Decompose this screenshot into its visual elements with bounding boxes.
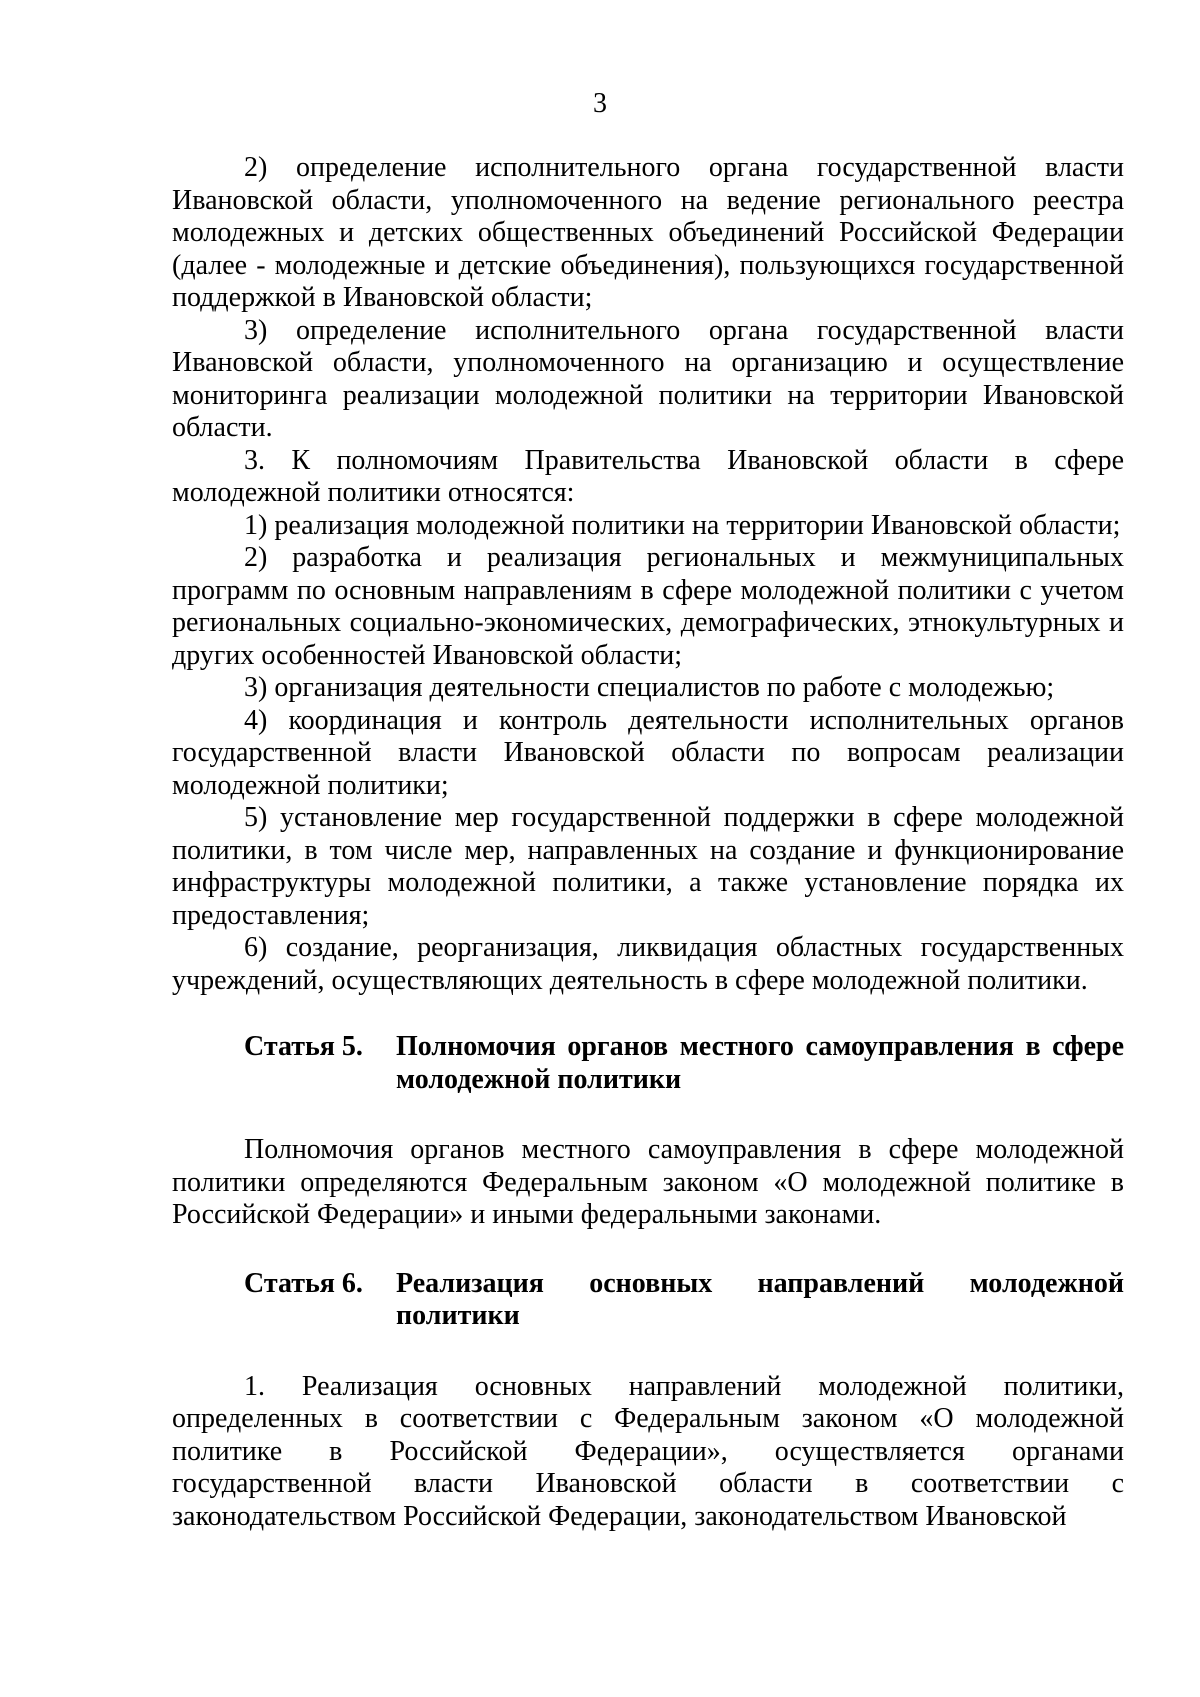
article-5-paragraph: Полномочия органов местного самоуправления в сфере молодежной политики определяются Федеральным законом «О молодежной политике в Российской Федерации» и иными федеральными законами. <box>172 1134 1124 1230</box>
paragraph-1-implementation: 1) реализация молодежной политики на территории Ивановской области; <box>244 509 1121 541</box>
article-6-title: Реализация основных направлений молодежной политики <box>396 1267 1124 1331</box>
article-5-title: Полномочия органов местного самоуправления в сфере молодежной политики <box>396 1031 1124 1095</box>
paragraph-2-registry-authority: 2) определение исполнительного органа государственной власти Ивановской области, уполномоченного на ведение регионального реестра молодежных и детских общественных объединений Российской Федерации (далее - молодежные и детские объединения), пользующихся государственной поддержкой в Ивановской области; <box>172 152 1124 313</box>
paragraph-4-coordination: 4) координация и контроль деятельности исполнительных органов государственной власти Ивановской области по вопросам реализации молодежной политики; <box>172 704 1124 801</box>
article-6-heading <box>172 1268 1124 1333</box>
paragraph-3-specialists: 3) организация деятельности специалистов по работе с молодежью; <box>244 672 1055 703</box>
paragraph-6-institutions: 6) создание, реорганизация, ликвидация областных государственных учреждений, осуществляющих деятельность в сфере молодежной политики. <box>172 932 1124 996</box>
article-6-number: Статья 6. <box>244 1267 363 1299</box>
article-5-number: Статья 5. <box>244 1031 363 1062</box>
document-body <box>172 152 1124 1533</box>
page-number: 3 <box>593 88 607 119</box>
article-5-heading <box>172 1031 1124 1096</box>
paragraph-government-powers-intro: 3. К полномочиям Правительства Ивановской области в сфере молодежной политики относятся: <box>172 444 1124 508</box>
article-6-paragraph-1: 1. Реализация основных направлений молодежной политики, определенных в соответствии с Федеральным законом «О молодежной политике в Российской Федерации», осуществляется органами государственной власти Ивановской области в соответствии с законодательством Российской Федерации, законодательством Ивановской <box>172 1370 1124 1532</box>
paragraph-5-support-measures: 5) установление мер государственной поддержки в сфере молодежной политики, в том числе мер, направленных на создание и функционирование инфраструктуры молодежной политики, а также установление порядка их предоставления; <box>172 802 1124 931</box>
paragraph-2-programs: 2) разработка и реализация региональных и межмуниципальных программ по основным направлениям в сфере молодежной политики с учетом региональных социально-экономических, демографических, этнокультурных и других особенностей Ивановской области; <box>172 542 1124 671</box>
paragraph-3-monitoring-authority: 3) определение исполнительного органа государственной власти Ивановской области, уполномоченного на организацию и осуществление мониторинга реализации молодежной политики на территории Ивановской области. <box>172 314 1124 443</box>
